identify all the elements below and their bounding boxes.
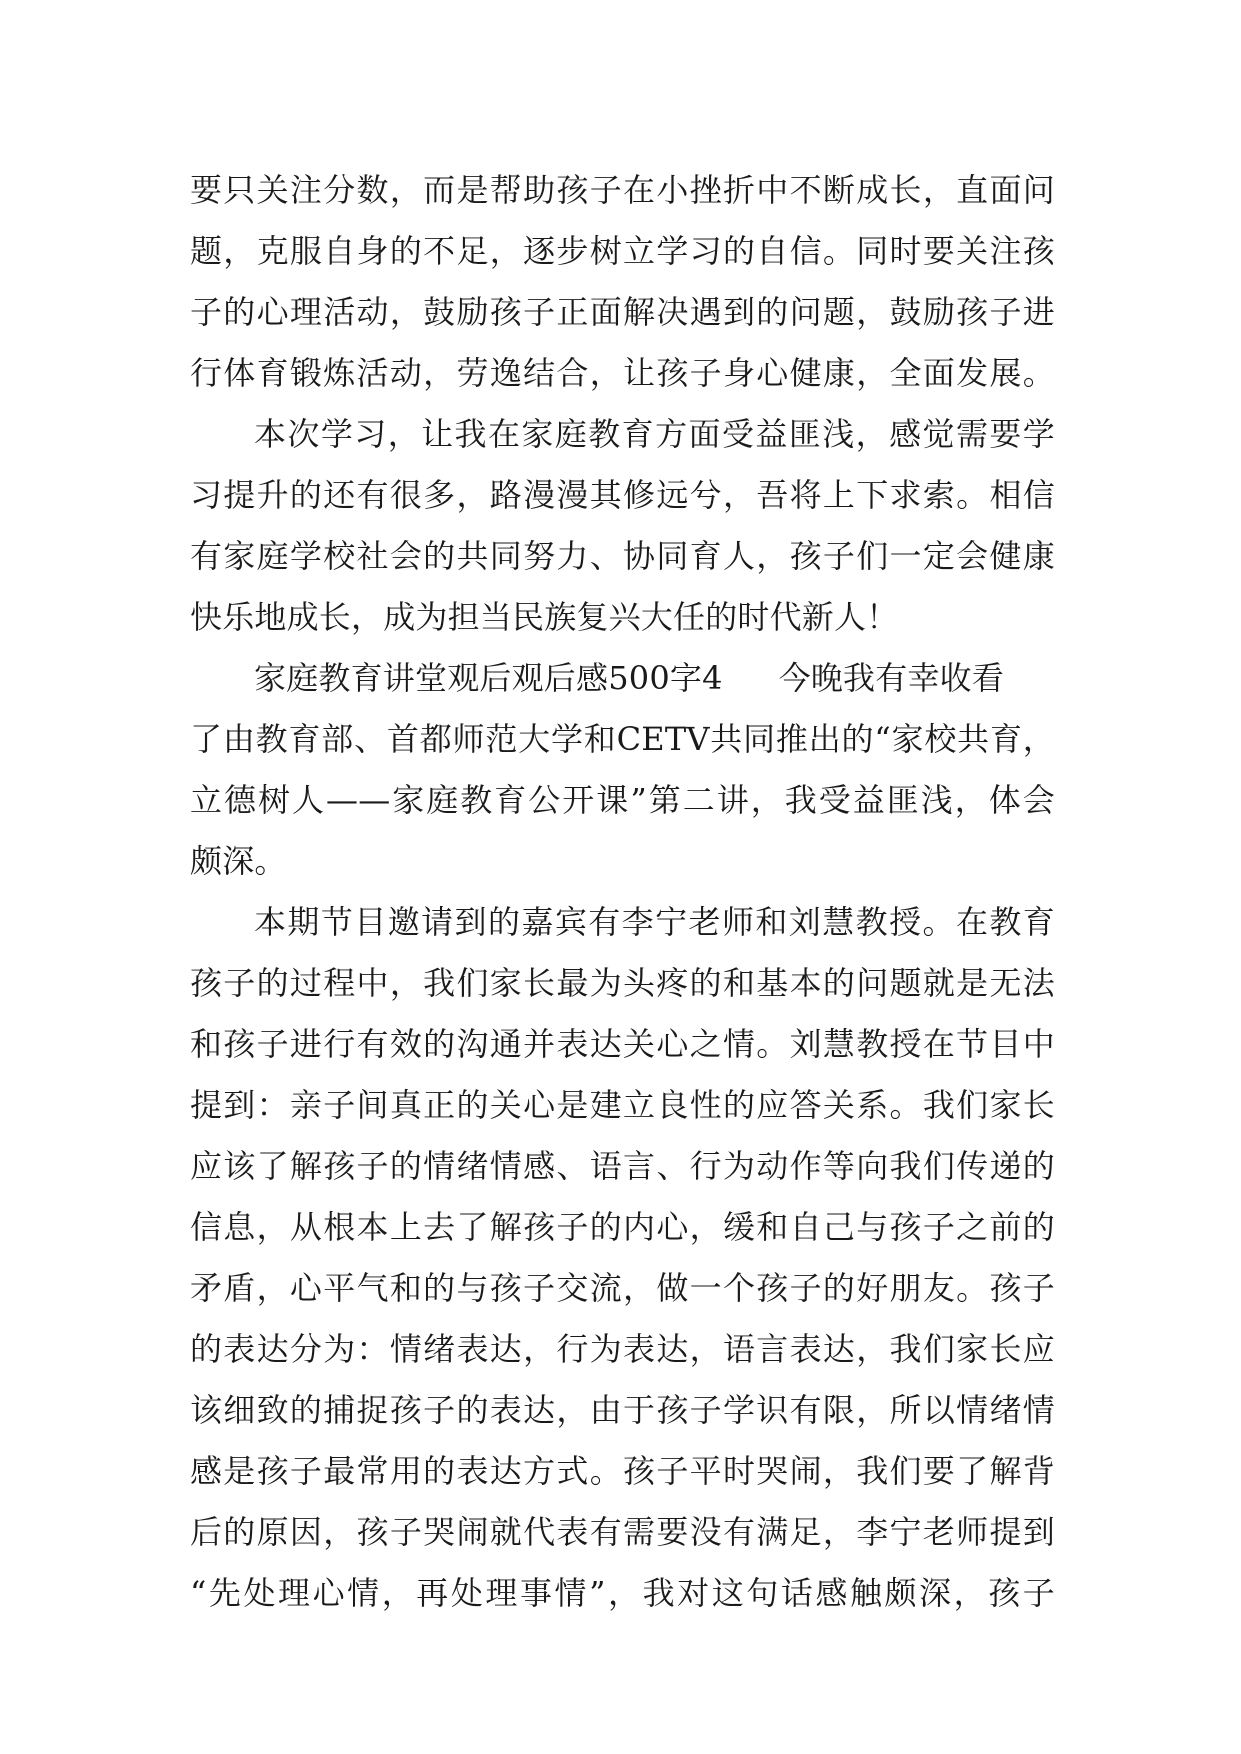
text-line: 颇深。: [190, 842, 287, 880]
text-line: 题，克服自身的不足，逐步树立学习的自信。同时要关注孩: [190, 232, 1055, 270]
text-line: 习提升的还有很多，路漫漫其修远兮，吾将上下求索。相信: [190, 476, 1055, 514]
document-body: [190, 160, 1055, 1624]
text-line: 子的心理活动，鼓励孩子正面解决遇到的问题，鼓励孩子进: [190, 293, 1055, 331]
text-line: 信息，从根本上去了解孩子的内心，缓和自己与孩子之前的: [190, 1208, 1055, 1246]
text-line: 应该了解孩子的情绪情感、语言、行为动作等向我们传递的: [190, 1147, 1055, 1185]
paragraph-first-line: 本次学习，让我在家庭教育方面受益匪浅，感觉需要学: [254, 415, 1055, 453]
text-line: 快乐地成长，成为担当民族复兴大任的时代新人！: [190, 598, 899, 636]
paragraph-first-line: 本期节目邀请到的嘉宾有李宁老师和刘慧教授。在教育: [254, 903, 1055, 941]
text-line: 矛盾，心平气和的与孩子交流，做一个孩子的好朋友。孩子: [190, 1269, 1055, 1307]
text-line: 孩子的过程中，我们家长最为头疼的和基本的问题就是无法: [190, 964, 1055, 1002]
text-line: 后的原因，孩子哭闹就代表有需要没有满足，李宁老师提到: [190, 1513, 1055, 1551]
section-title-line: [190, 648, 1055, 709]
section-title-trailing-text: 今晚我有幸收看: [778, 659, 1005, 697]
text-line: 该细致的捕捉孩子的表达，由于孩子学识有限，所以情绪情: [190, 1391, 1055, 1429]
text-line: 行体育锻炼活动，劳逸结合，让孩子身心健康，全面发展。: [190, 354, 1055, 392]
text-line: 感是孩子最常用的表达方式。孩子平时哭闹，我们要了解背: [190, 1452, 1055, 1490]
text-line: “先处理心情，再处理事情”，我对这句话感触颇深，孩子: [190, 1574, 1055, 1612]
text-line: 和孩子进行有效的沟通并表达关心之情。刘慧教授在节目中: [190, 1025, 1055, 1063]
text-line: 要只关注分数，而是帮助孩子在小挫折中不断成长，直面问: [190, 171, 1055, 209]
text-line: 了由教育部、首都师范大学和CETV共同推出的“家校共育，: [190, 720, 1055, 758]
text-line: 立德树人——家庭教育公开课”第二讲，我受益匪浅，体会: [190, 781, 1055, 819]
text-line: 有家庭学校社会的共同努力、协同育人，孩子们一定会健康: [190, 537, 1055, 575]
text-line: 的表达分为：情绪表达，行为表达，语言表达，我们家长应: [190, 1330, 1055, 1368]
section-title: 家庭教育讲堂观后观后感500字4: [254, 659, 723, 697]
text-line: 提到：亲子间真正的关心是建立良性的应答关系。我们家长: [190, 1086, 1055, 1124]
